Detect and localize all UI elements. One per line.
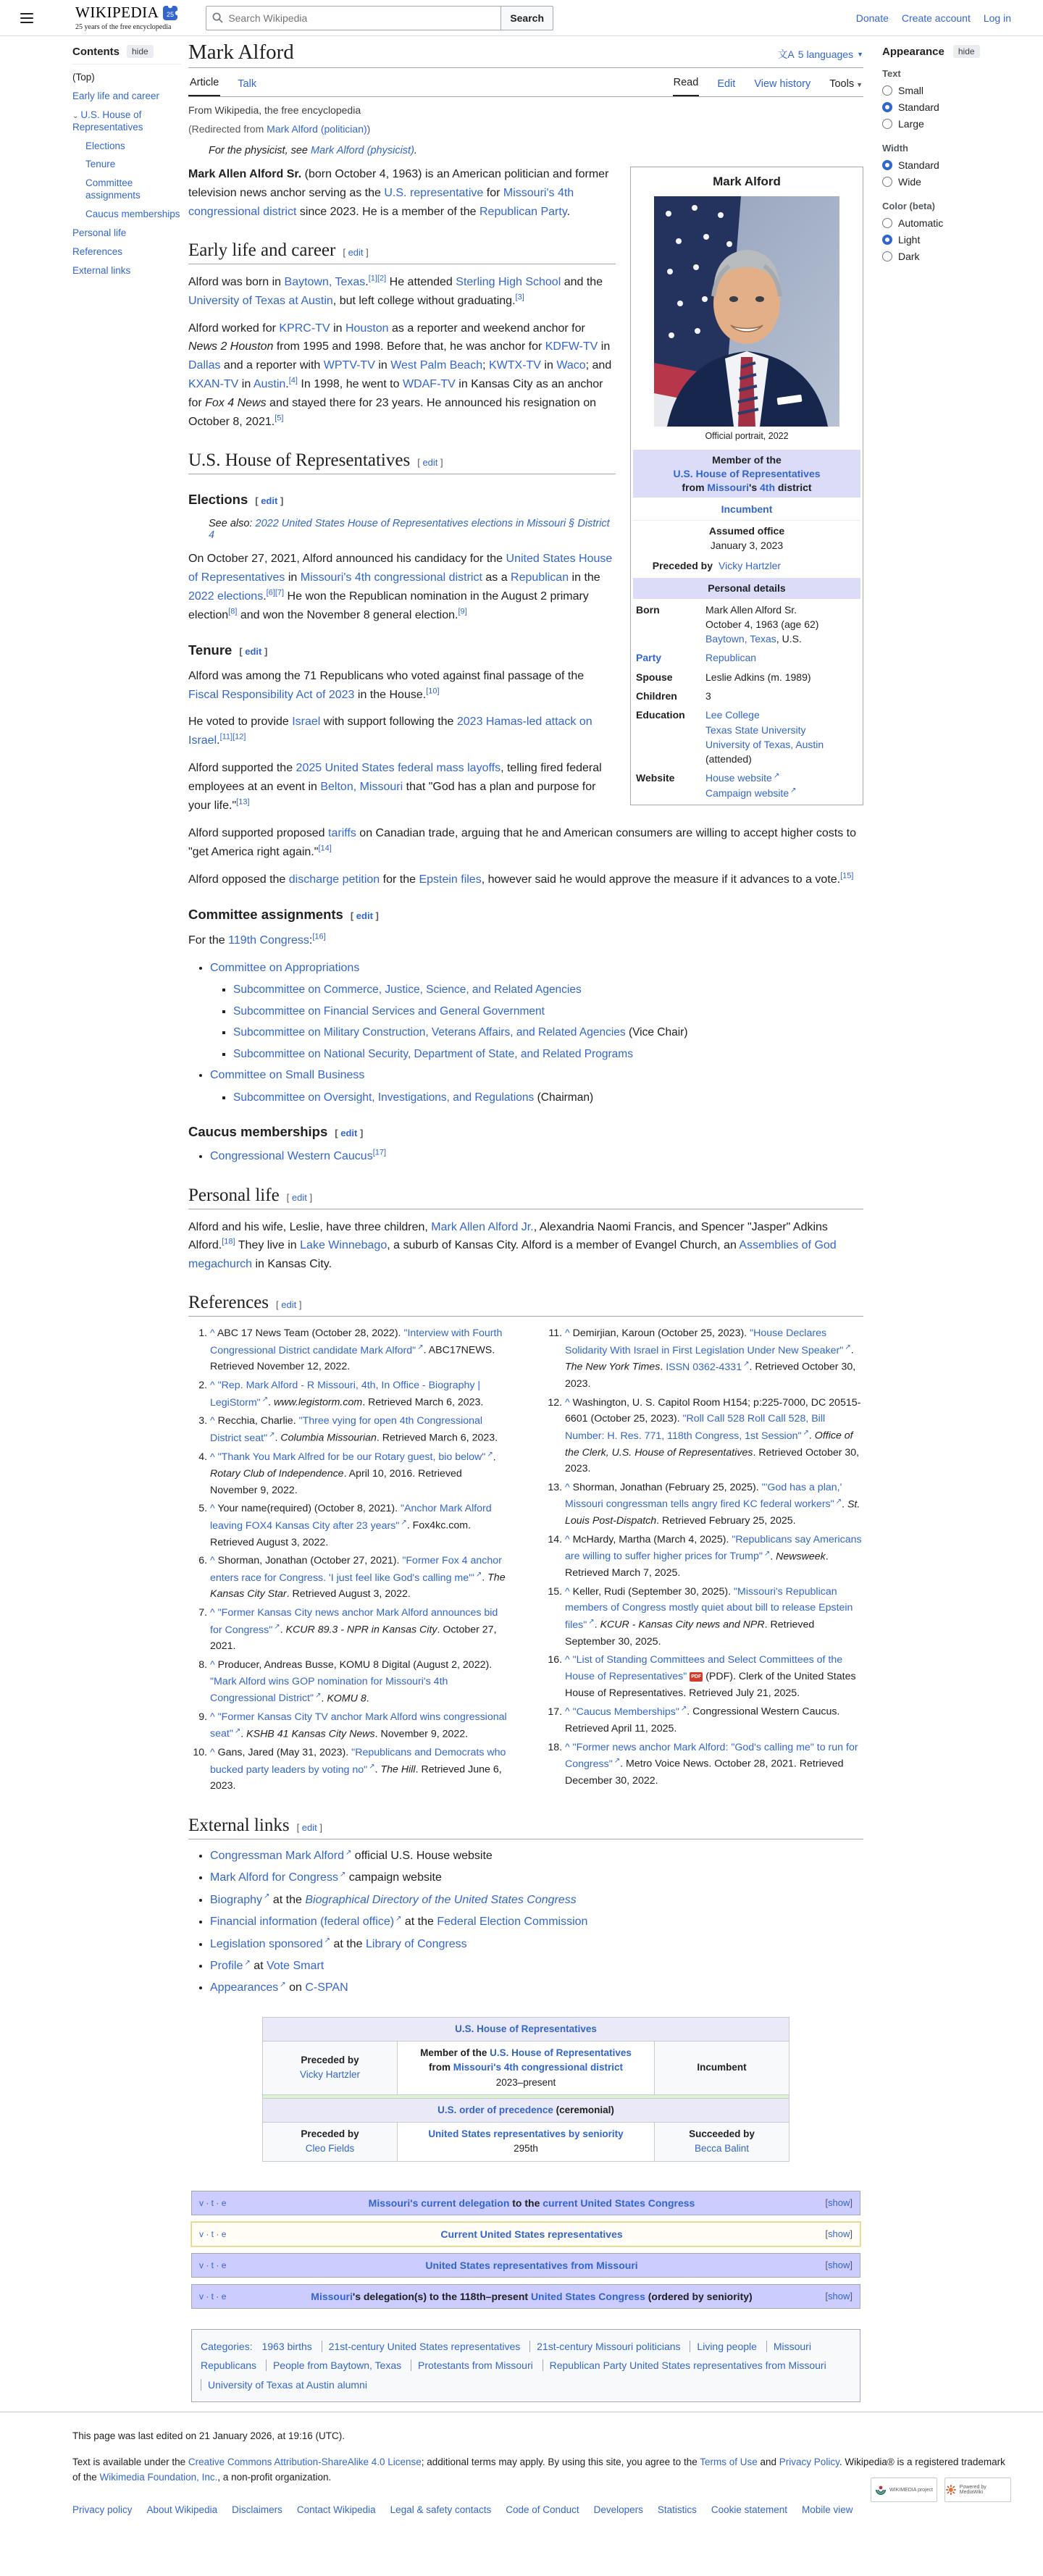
portrait-caption: Official portrait, 2022 (705, 430, 789, 441)
heading-external-links: External links [ edit ] (188, 1816, 863, 1839)
tenure-paragraph-5: Alford opposed the discharge petition for the Epstein files, however said he would approve the measure if it advances to a vote.[15] (188, 871, 854, 886)
reference-item[interactable]: 16. ^ "List of Standing Committees and Select Committees of the House of Representatives" PDF (PDF). Clerk of the United States House of Representatives. Retrieved July 21, 2025. (565, 1652, 863, 1701)
tools-menu[interactable]: Tools ▼ (829, 78, 863, 90)
list-item[interactable]: • Financial information (federal office) ↗ at the Federal Election Commission (210, 1913, 863, 1931)
category-link[interactable]: Living people (690, 2341, 763, 2352)
color-dark-radio[interactable]: Dark (882, 251, 1027, 262)
show-button[interactable]: [ show ] (813, 2197, 853, 2208)
infobox-officeholder (630, 167, 863, 805)
chevron-down-icon: ▼ (856, 81, 863, 88)
log-in-link[interactable]: Log in (983, 12, 1011, 24)
reference-item[interactable]: 2. ^ "Rep. Mark Alford - R Missouri, 4th, In Office - Biography | LegiStorm" ↗ . www.legistorm.com. Retrieved March 6, 2023. (210, 1377, 508, 1411)
page-footer (0, 2412, 1043, 2576)
wikipedia-tagline: 25 years of the free encyclopedia (75, 22, 172, 31)
predecessor-link[interactable]: Cleo Fields (305, 2143, 355, 2155)
children-value: 3 (705, 690, 711, 702)
toc-item-early-life[interactable]: Early life and career (72, 90, 160, 101)
width-wide-radio[interactable]: Wide (882, 176, 1027, 188)
edit-link[interactable]: [ edit ] (351, 910, 379, 921)
incumbent-cell: Incumbent (655, 2042, 789, 2095)
toc-item-external-links[interactable]: External links (72, 264, 131, 276)
footer-links (72, 2504, 1011, 2515)
infobox-title: Mark Alford (713, 175, 781, 188)
party-label[interactable]: Party (636, 652, 662, 664)
category-link[interactable]: People from Baytown, Texas (266, 2359, 408, 2371)
appearance-hide-button[interactable]: hide (953, 45, 980, 58)
footer-link[interactable]: Contact Wikipedia (296, 2504, 376, 2515)
successor-link[interactable]: Becca Balint (694, 2143, 750, 2155)
search-box[interactable] (206, 6, 501, 30)
mediawiki-badge[interactable]: Powered by MediaWiki (944, 2478, 1011, 2502)
footer-link[interactable]: Developers (593, 2504, 643, 2515)
list-item[interactable]: ▪ Subcommittee on Financial Services and General Government (233, 1002, 863, 1021)
reference-item[interactable]: 17. ^ "Caucus Memberships" ↗ . Congressional Western Caucus. Retrieved April 11, 2025. (565, 1703, 863, 1737)
website-value[interactable]: House website ↗ Campaign website ↗ (705, 771, 858, 800)
footer-link[interactable]: Legal & safety contacts (390, 2504, 492, 2515)
toc-item-us-house[interactable]: ⌄ U.S. House of Representatives (72, 109, 143, 133)
list-item[interactable]: • Mark Alford for Congress ↗ campaign website (210, 1868, 863, 1887)
education-value[interactable]: Lee College Texas State University University of Texas, Austin (attended) (705, 709, 824, 765)
spouse-label: Spouse (636, 671, 673, 683)
footer-link[interactable]: About Wikipedia (146, 2504, 218, 2515)
infobox-office-line3[interactable]: from Missouri's 4th district (682, 481, 812, 493)
footer-link[interactable]: Disclaimers (232, 2504, 282, 2515)
category-link[interactable]: Missouri Republicans (201, 2340, 811, 2372)
reference-item[interactable]: 15. ^ Keller, Rudi (September 30, 2025). "Missouri's Republican members of Congress mostly quiet about bill to release Epstein files" ↗ . KCUR - Kansas City news and NPR. Retrieved September 30, 2025. (565, 1584, 863, 1650)
infobox-office-line1: Member of the (712, 453, 782, 466)
elections-paragraph: On October 27, 2021, Alford announced his candidacy for the United States House of Representatives in Missouri's 4th congressional district as a Republican in the 2022 elections.[6][7] He won the Republican nomination in the August 2 primary election[8] and won the November 8 general election.[9] (188, 552, 613, 621)
show-button[interactable]: [ show ] (813, 2291, 853, 2302)
seniority-link[interactable]: United States representatives by seniority (428, 2128, 624, 2139)
heading-tenure: Tenure [ edit ] (188, 642, 863, 658)
succession-box (262, 2017, 789, 2162)
view-read[interactable]: Read (673, 70, 700, 96)
edit-link[interactable]: [ edit ] (417, 457, 443, 468)
wikipedia-wordmark: WIKIPEDIA (75, 4, 159, 22)
search-button[interactable]: Search (501, 6, 553, 30)
heading-us-house: U.S. House of Representatives [ edit ] (188, 450, 616, 474)
table-of-contents (72, 45, 181, 284)
color-automatic-radio[interactable]: Automatic (882, 217, 1027, 229)
page-title: Mark Alford (188, 41, 294, 64)
preceded-by-label: Preceded by (652, 560, 713, 572)
tenure-paragraph-2: He voted to provide Israel with support following the 2023 Hamas-led attack on Israel.[11][12] (188, 716, 592, 747)
website-label: Website (636, 772, 675, 784)
personal-details-header: Personal details (633, 578, 860, 599)
office-line[interactable]: from Missouri's 4th congressional district (428, 2062, 624, 2073)
text-large-radio[interactable]: Large (882, 118, 1027, 130)
reference-item[interactable]: 8. ^ Producer, Andreas Busse, KOMU 8 Digital (August 2, 2022). "Mark Alford wins GOP nomination for Missouri's 4th Congressional District" ↗ . KOMU 8. (210, 1657, 508, 1707)
caucus-list (210, 1147, 863, 1166)
committee-list (210, 959, 863, 1107)
article-tabs (188, 68, 863, 97)
office-years: 2023–present (495, 2076, 556, 2088)
vte-links[interactable]: v · t · e (199, 2291, 227, 2302)
lead-paragraph: Mark Allen Alford Sr. (born October 4, 1963) is an American politician and former television news anchor serving as the U.S. representative for Missouri's 4th congressional district since 2023. He is a member of the Republican Party. (188, 168, 609, 218)
toc-item-committee-assignments[interactable]: Committee assignments (85, 177, 141, 201)
svg-text:25: 25 (167, 11, 175, 18)
spouse-value: Leslie Adkins (m. 1989) (705, 671, 811, 683)
license-text: Text is available under the Creative Commons Attribution-ShareAlike 4.0 License; additional terms may apply. By using this site, you agree to the Terms of Use and Privacy Policy. Wikipedia® is a registered trademark of the Wikimedia Foundation, Inc., a non-profit organization. (72, 2456, 1005, 2483)
list-item[interactable]: ▪ Subcommittee on Oversight, Investigations, and Regulations (Chairman) (233, 1088, 863, 1107)
succession-header-1[interactable]: U.S. House of Representatives (263, 2017, 789, 2041)
top-header (0, 0, 1043, 36)
toc-item-tenure[interactable]: Tenure (85, 159, 116, 170)
heading-committee-assignments: Committee assignments [ edit ] (188, 907, 863, 923)
last-edited-text: This page was last edited on 21 January 2026, at 19:16 (UTC). (72, 2430, 345, 2441)
reference-item[interactable]: 18. ^ "Former news anchor Mark Alford: "God's calling me" to run for Congress" ↗ . Metro Voice News. October 28, 2021. Retrieved December 30, 2022. (565, 1740, 863, 1790)
office-line[interactable]: Member of the U.S. House of Representatives (420, 2047, 632, 2058)
tab-article[interactable]: Article (188, 70, 220, 96)
reference-item[interactable]: 14. ^ McHardy, Martha (March 4, 2025). "Republicans say Americans are willing to suffer higher prices for Trump" ↗ . Newsweek. Retrieved March 7, 2025. (565, 1532, 863, 1582)
categories-label[interactable]: Categories: (201, 2340, 253, 2352)
show-button[interactable]: [ show ] (813, 2260, 853, 2270)
navboxes (191, 2191, 860, 2309)
reference-item[interactable]: 10. ^ Gans, Jared (May 31, 2023). "Republicans and Democrats who bucked party leaders by voting no" ↗ . The Hill. Retrieved June 6, 2023. (210, 1745, 508, 1795)
early-life-paragraph-1: Alford was born in Baytown, Texas.[1][2] He attended Sterling High School and the University of Texas at Austin, but left college without graduating.[3] (188, 274, 603, 307)
list-item[interactable]: • Congressional Western Caucus[17] (210, 1147, 863, 1166)
list-item[interactable]: • Profile ↗ at Vote Smart (210, 1957, 863, 1976)
footer-link[interactable]: Code of Conduct (506, 2504, 579, 2515)
category-link[interactable]: Protestants from Missouri (411, 2359, 540, 2371)
heading-elections: Elections [ edit ] (188, 492, 863, 508)
width-label: Width (882, 143, 908, 154)
tenure-paragraph-4: Alford supported proposed tariffs on Canadian trade, arguing that he and American consumers are willing to accept higher costs to "get America right again."[14] (188, 826, 857, 858)
chevron-down-icon: ▼ (857, 51, 863, 58)
appearance-panel (882, 45, 1027, 275)
category-link[interactable]: University of Texas at Austin alumni (201, 2379, 374, 2391)
edit-link[interactable]: [ edit ] (239, 646, 267, 657)
hatnote: For the physicist, see Mark Alford (physicist). (209, 145, 417, 156)
assumed-office-date: January 3, 2023 (710, 540, 784, 552)
color-label: Color (beta) (882, 201, 935, 211)
edit-link[interactable]: [ edit ] (276, 1299, 301, 1310)
languages-button[interactable]: 文A 5 languages ▼ (777, 49, 863, 60)
reference-item[interactable]: 4. ^ "Thank You Mark Alfred for be our Rotary guest, bio below" ↗ . Rotary Club of Independence. April 10, 2016. Retrieved November 9, 2022. (210, 1449, 508, 1499)
committee-intro: For the 119th Congress:[16] (188, 932, 326, 947)
personal-life-paragraph: Alford and his wife, Leslie, have three children, Mark Allen Alford Jr., Alexandria Naomi Francis, and Spencer "Jasper" Adkins Alford.[18] They live in Lake Winnebago, a suburb of Kansas City. Alford is a member of Evangel Church, an Assemblies of God megachurch in Kansas City. (188, 1220, 837, 1271)
view-edit[interactable]: Edit (717, 78, 736, 90)
text-small-radio[interactable]: Small (882, 85, 1027, 96)
preceded-by-label: Preceded by (301, 2128, 359, 2139)
color-light-radio[interactable]: Light (882, 234, 1027, 246)
categories-box (191, 2329, 860, 2403)
reference-item[interactable]: 1. ^ ABC 17 News Team (October 28, 2022). "Interview with Fourth Congressional District candidate Mark Alford" ↗ . ABC17NEWS. Retrieved November 12, 2022. (210, 1325, 508, 1375)
wikimedia-badge[interactable]: WIKIMEDIA project (871, 2478, 937, 2502)
toc-item-caucus-memberships[interactable]: Caucus memberships (85, 209, 180, 219)
heading-caucus-memberships: Caucus memberships [ edit ] (188, 1124, 863, 1140)
contents-heading: Contents (72, 45, 120, 58)
edit-link[interactable]: [ edit ] (255, 495, 283, 506)
preceded-by-value[interactable]: Vicky Hartzler (719, 560, 782, 572)
list-item[interactable]: • Congressman Mark Alford ↗ official U.S. House website (210, 1847, 863, 1866)
footer-link[interactable]: Privacy policy (72, 2504, 133, 2515)
language-icon: 文A (777, 49, 795, 60)
search-input[interactable] (228, 12, 495, 24)
category-link[interactable]: 21st-century United States representatives (322, 2341, 527, 2352)
list-item[interactable]: • Biography ↗ at the Biographical Directory of the United States Congress (210, 1891, 863, 1910)
heading-early-life: Early life and career [ edit ] (188, 240, 616, 264)
edit-link[interactable]: [ edit ] (343, 247, 368, 258)
category-link[interactable]: Republican Party United States representatives from Missouri (543, 2359, 833, 2371)
navbox-missouri-delegation-seniority: v · t · e Missouri's delegation(s) to the 118th–present United States Congress (ordered by seniority) [ show ] (191, 2284, 860, 2309)
wikipedia-logo[interactable] (75, 4, 178, 30)
contents-hide-button[interactable]: hide (127, 45, 154, 58)
reference-item[interactable]: 6. ^ Shorman, Jonathan (October 27, 2021). "Former Fox 4 anchor enters race for Congress. 'I just feel like God's calling me'" ↗ . The Kansas City Star. Retrieved August 3, 2022. (210, 1553, 508, 1603)
heading-personal-life: Personal life [ edit ] (188, 1186, 863, 1209)
reference-item[interactable]: 3. ^ Recchia, Charlie. "Three vying for open 4th Congressional District seat" ↗ . Columbia Missourian. Retrieved March 6, 2023. (210, 1413, 508, 1446)
assumed-office-label: Assumed office (708, 524, 785, 537)
list-item[interactable]: • Committee on Appropriations (210, 959, 863, 978)
toc-item-references[interactable]: References (72, 246, 123, 257)
reference-item[interactable]: 12. ^ Washington, U. S. Capitol Room H154; p:225-7000, DC 20515-6601 (October 25, 2023). "Roll Call 528 Roll Call 528, Bill Number: H. Res. 771, 118th Congress, 1st Session" ↗ . Office of the Clerk, U.S. House of Representatives. Retrieved October 30, 2023. (565, 1395, 863, 1477)
children-label: Children (636, 690, 677, 702)
site-subtitle: From Wikipedia, the free encyclopedia (188, 104, 361, 116)
wikimedia-logo-icon (875, 2484, 887, 2496)
heading-references: References [ edit ] (188, 1293, 863, 1317)
tab-talk[interactable]: Talk (238, 78, 257, 90)
puzzle-globe-icon (162, 5, 178, 21)
party-value[interactable]: Republican (705, 652, 757, 664)
chevron-down-icon[interactable]: ⌄ (72, 112, 79, 120)
list-item[interactable]: • Appearances ↗ on C-SPAN (210, 1979, 863, 1997)
reference-item[interactable]: 11. ^ Demirjian, Karoun (October 25, 2023). "House Declares Solidarity With Israel in First Legislation Under New Speaker" ↗ . The New York Times. ISSN 0362-4331 ↗ . Retrieved October 30, 2023. (565, 1325, 863, 1392)
create-account-link[interactable]: Create account (901, 12, 971, 24)
search-icon (212, 12, 223, 23)
reference-item[interactable]: 9. ^ "Former Kansas City TV anchor Mark Alford wins congressional seat" ↗ . KSHB 41 Kansas City News. November 9, 2022. (210, 1709, 508, 1742)
predecessor-link[interactable]: Vicky Hartzler (299, 2069, 361, 2081)
navbox-us-representatives-missouri: v · t · e United States representatives from Missouri [ show ] (191, 2253, 860, 2278)
reference-item[interactable]: 5. ^ Your name(required) (October 8, 2021). "Anchor Mark Alford leaving FOX4 Kansas City after 23 years" ↗ . Fox4kc.com. Retrieved August 3, 2022. (210, 1501, 508, 1551)
born-label: Born (636, 603, 660, 616)
external-links-list (210, 1847, 863, 1998)
appearance-heading: Appearance (882, 45, 944, 58)
vte-links[interactable]: v · t · e (199, 2197, 227, 2208)
reference-item[interactable]: 7. ^ "Former Kansas City news anchor Mark Alford announces bid for Congress" ↗ . KCUR 89.3 - NPR in Kansas City. October 27, 2021. (210, 1605, 508, 1655)
list-item[interactable]: • Legislation sponsored ↗ at the Library of Congress (210, 1935, 863, 1954)
edit-link[interactable]: [ edit ] (297, 1822, 322, 1833)
edit-link[interactable]: [ edit ] (287, 1192, 312, 1203)
reference-item[interactable]: 13. ^ Shorman, Jonathan (February 25, 2025). "'God has a plan,' Missouri congressman tells angry fired KC federal workers" ↗ . St. Louis Post-Dispatch. Retrieved February 25, 2025. (565, 1480, 863, 1530)
succeeded-by-label: Succeeded by (689, 2128, 755, 2139)
width-standard-radio[interactable]: Standard (882, 159, 1027, 171)
toc-item-elections[interactable]: Elections (85, 140, 125, 151)
edit-link[interactable]: [ edit ] (335, 1128, 363, 1138)
references-list (188, 1325, 863, 1797)
tenure-paragraph-3: Alford supported the 2025 United States federal mass layoffs, telling fired federal employees at an event in Belton, Missouri that "God has a plan and purpose for your life."[13] (188, 762, 602, 813)
tenure-paragraph-1: Alford was among the 71 Republicans who voted against final passage of the Fiscal Responsibility Act of 2023 in the House.[10] (188, 669, 585, 701)
see-also-note: See also: 2022 United States House of Representatives elections in Missouri § District 4 (209, 517, 610, 541)
category-link[interactable]: 21st-century Missouri politicians (529, 2341, 687, 2352)
seniority-rank: 295th (514, 2143, 538, 2155)
category-link[interactable]: 1963 births (261, 2340, 312, 2352)
footer-link[interactable]: Mobile view (801, 2504, 853, 2515)
navbox-missouri-delegation: v · t · e Missouri's current delegation to the current United States Congress [ show ] (191, 2191, 860, 2215)
text-size-label: Text (882, 68, 901, 79)
text-standard-radio[interactable]: Standard (882, 101, 1027, 113)
redirect-note: (Redirected from Mark Alford (politician)) (188, 123, 371, 135)
view-history[interactable]: View history (754, 78, 811, 90)
list-item[interactable]: ▪ Subcommittee on Military Construction, Veterans Affairs, and Related Agencies (Vice Chair) (233, 1023, 863, 1042)
born-value: Mark Allen Alford Sr. October 4, 1963 (age 62) Baytown, Texas, U.S. (705, 603, 819, 645)
toc-item-top[interactable]: (Top) (72, 72, 95, 83)
list-item[interactable]: ▪ Subcommittee on Commerce, Justice, Science, and Related Agencies (233, 981, 863, 999)
toc-item-personal-life[interactable]: Personal life (72, 227, 127, 238)
education-label: Education (636, 709, 685, 721)
footer-link[interactable]: Statistics (657, 2504, 697, 2515)
incumbent-status[interactable]: Incumbent (721, 503, 773, 516)
official-portrait-photo[interactable] (654, 196, 839, 427)
footer-link[interactable]: Cookie statement (711, 2504, 787, 2515)
donate-link[interactable]: Donate (855, 12, 889, 24)
show-button[interactable]: [ show ] (813, 2228, 853, 2239)
article-content (188, 36, 863, 2402)
navbox-current-us-representatives: v · t · e Current United States representatives [ show ] (191, 2222, 860, 2246)
preceded-by-label: Preceded by (301, 2055, 359, 2066)
vte-links[interactable]: v · t · e (199, 2228, 227, 2239)
main-menu-icon[interactable] (20, 13, 33, 23)
vte-links[interactable]: v · t · e (199, 2260, 227, 2270)
mediawiki-logo-icon (945, 2484, 957, 2496)
early-life-paragraph-2: Alford worked for KPRC-TV in Houston as a reporter and weekend anchor for News 2 Houston from 1995 and 1998. Before that, he was anchor for KDFW-TV in Dallas and a reporter with WPTV-TV in West Palm Beach; KWTX-TV in Waco; and KXAN-TV in Austin.[4] In 1998, he went to WDAF-TV in Kansas City as an anchor for Fox 4 News and stayed there for 23 years. He announced his resignation on October 8, 2021.[5] (188, 322, 612, 429)
list-item[interactable]: • Committee on Small Business (210, 1066, 863, 1085)
succession-header-2[interactable]: U.S. order of precedence (ceremonial) (263, 2098, 789, 2122)
infobox-office-line2[interactable]: U.S. House of Representatives (673, 467, 821, 479)
list-item[interactable]: ▪ Subcommittee on National Security, Department of State, and Related Programs (233, 1045, 863, 1064)
